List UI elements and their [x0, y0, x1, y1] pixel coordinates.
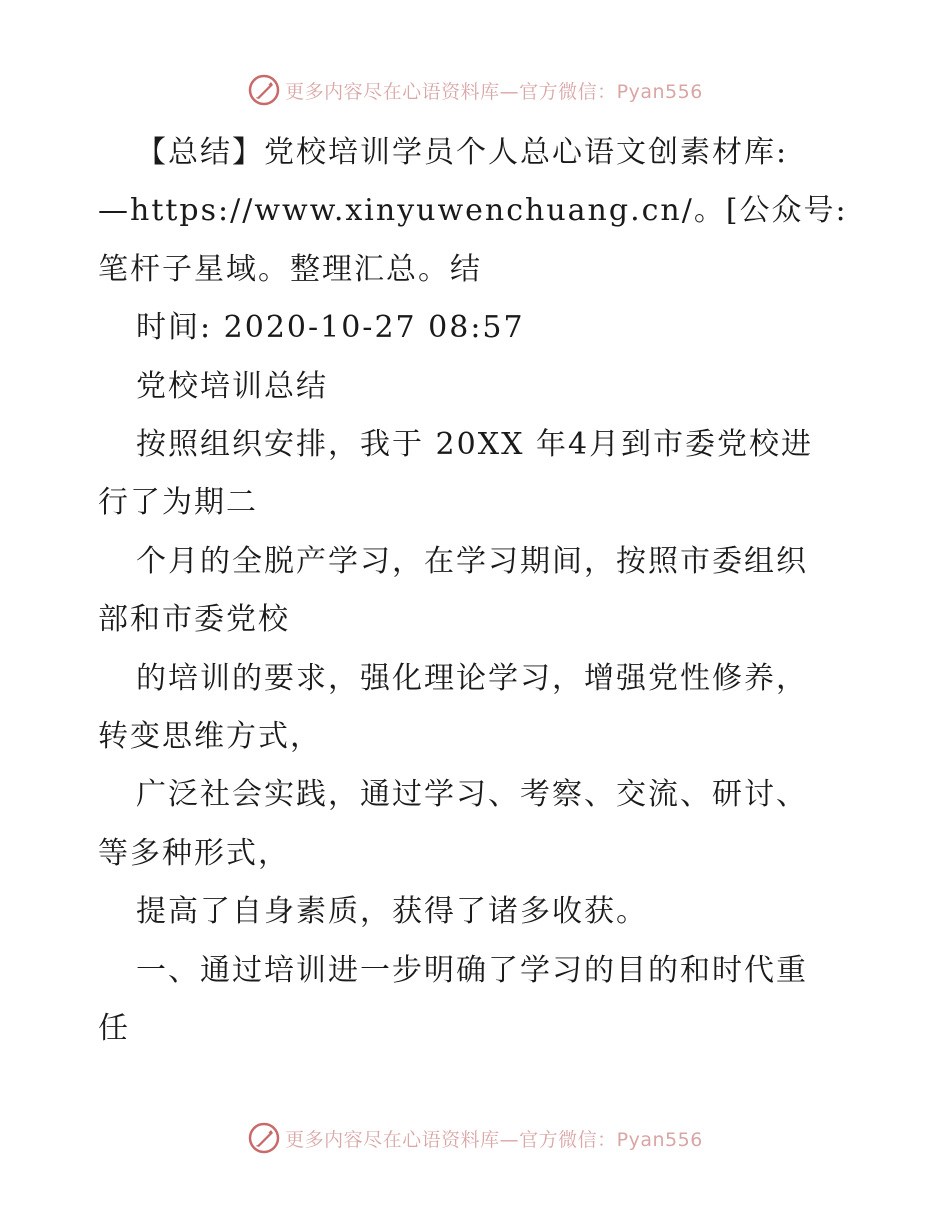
document-body — [98, 124, 858, 1059]
footer-watermark-banner — [0, 1118, 950, 1158]
document-line: —https://www.xinyuwenchuang.cn/。[公众号: — [98, 193, 848, 229]
document-line: 行了为期二 — [98, 485, 258, 521]
document-line: 的培训的要求，强化理论学习，增强党性修养， — [136, 660, 808, 696]
banner-text: 更多内容尽在心语资料库—官方微信：Pyan556 — [285, 80, 703, 103]
document-line: 时间: 2020-10-27 08:57 — [136, 310, 525, 346]
document-line: 党校培训总结 — [136, 368, 328, 404]
banner-text: 更多内容尽在心语资料库—官方微信：Pyan556 — [285, 1128, 703, 1151]
feather-pen-icon — [247, 1121, 281, 1155]
feather-pen-icon — [247, 73, 281, 107]
header-watermark-banner — [0, 70, 950, 110]
document-line: 按照组织安排，我于 20XX 年4月到市委党校进 — [136, 427, 814, 463]
document-line: 部和市委党校 — [98, 602, 290, 638]
document-line: 【总结】党校培训学员个人总心语文创素材库: — [136, 135, 789, 170]
document-line: 笔杆子星域。整理汇总。结 — [98, 251, 482, 287]
document-line: 提高了自身素质，获得了诸多收获。 — [136, 894, 648, 930]
document-line: 个月的全脱产学习，在学习期间，按照市委组织 — [136, 543, 808, 579]
document-line: 转变思维方式， — [98, 719, 322, 755]
document-line: 一、通过培训进一步明确了学习的目的和时代重 — [136, 952, 808, 988]
document-line: 等多种形式， — [98, 835, 290, 871]
document-line: 广泛社会实践，通过学习、考察、交流、研讨、 — [136, 777, 808, 813]
document-line: 任 — [98, 1011, 130, 1047]
